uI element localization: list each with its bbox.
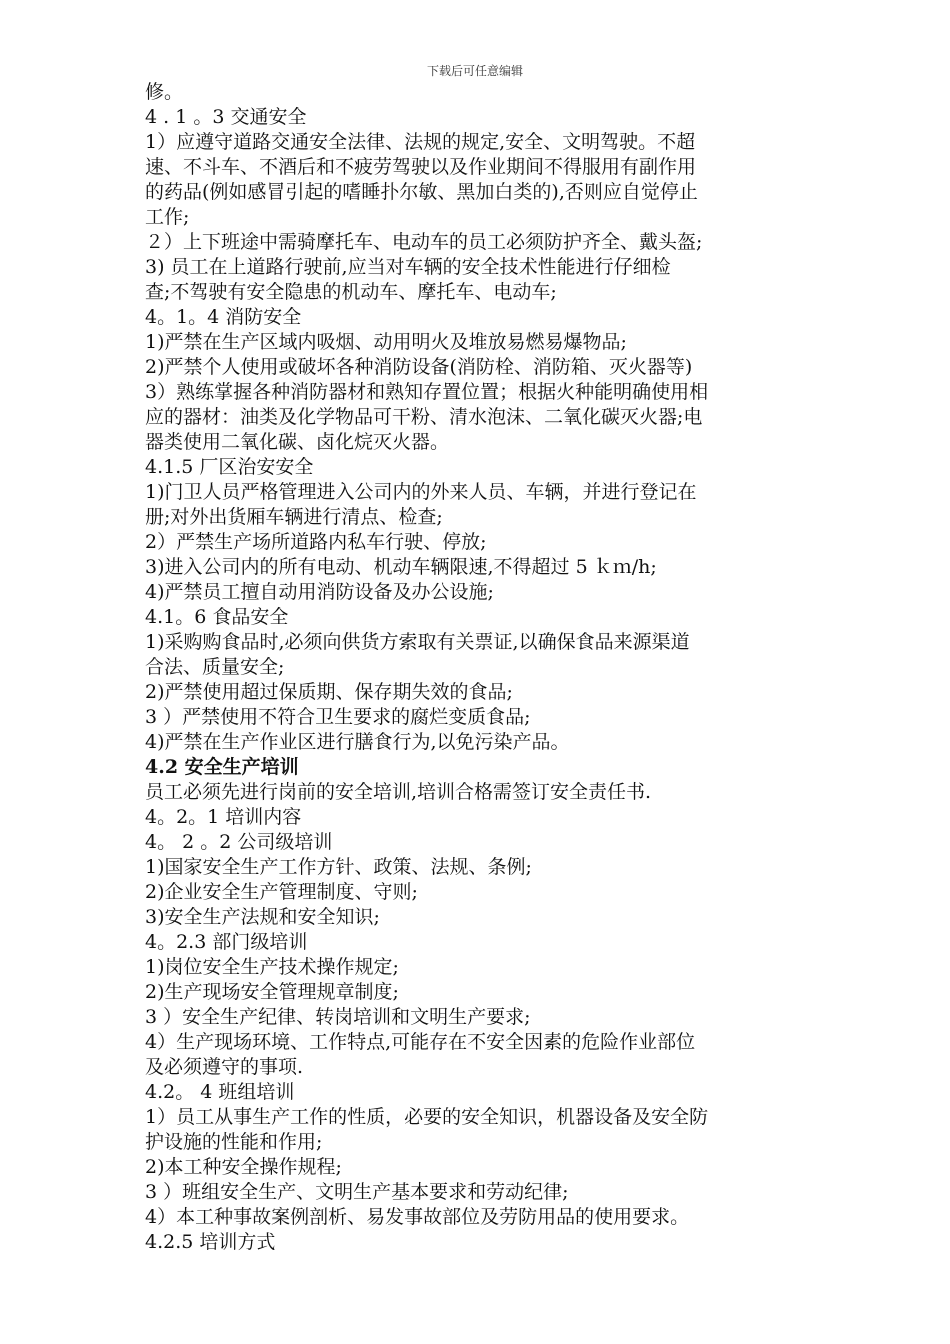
page-header: 下载后可任意编辑: [426, 64, 523, 78]
text-line: 2)严禁使用超过保质期、保存期失效的食品;: [145, 681, 513, 703]
text-line: 1)采购购食品时,必须向供货方索取有关票证,以确保食品来源渠道: [145, 631, 690, 653]
text-line: 4.1。6 食品安全: [145, 606, 289, 628]
text-line: 的药品(例如感冒引起的嗜睡扑尔敏、黑加白类的),否则应自觉停止: [145, 181, 698, 203]
text-line: 工作;: [145, 206, 190, 228]
text-line: 2）严禁生产场所道路内私车行驶、停放;: [145, 531, 487, 553]
text-line: 4.2.5 培训方式: [145, 1231, 276, 1253]
text-line: 4）本工种事故案例剖析、易发事故部位及劳防用品的使用要求。: [145, 1206, 690, 1228]
text-line: 2)严禁个人使用或破坏各种消防设备(消防栓、消防箱、灭火器等): [145, 356, 693, 378]
text-line: 3 ）安全生产纪律、转岗培训和文明生产要求;: [145, 1006, 531, 1028]
document-body: [145, 80, 810, 1255]
text-line: 4）生产现场环境、工作特点,可能存在不安全因素的危险作业部位: [145, 1031, 696, 1053]
text-line: 3)进入公司内的所有电动、机动车辆限速,不得超过 5 ｋｍ/h;: [145, 556, 657, 578]
text-line: 4)严禁在生产作业区进行膳食行为,以免污染产品。: [145, 731, 570, 753]
text-line: 1)国家安全生产工作方针、政策、法规、条例;: [145, 856, 532, 878]
text-line: 2)企业安全生产管理制度、守则;: [145, 881, 418, 903]
text-line: 4 . 1 。3 交通安全: [145, 106, 307, 128]
text-line: 3) 员工在上道路行驶前,应当对车辆的安全技术性能进行仔细检: [145, 256, 671, 278]
text-line: 4。2.3 部门级培训: [145, 931, 308, 953]
text-line: 合法、质量安全;: [145, 656, 285, 678]
text-line: 及必须遵守的事项.: [145, 1056, 304, 1078]
text-line: 4.1.5 厂区治安安全: [145, 456, 314, 478]
text-line: 4。 2 。2 公司级培训: [145, 831, 333, 853]
text-line: 4.2。 4 班组培训: [145, 1081, 295, 1103]
section-heading: 4.2 安全生产培训: [145, 756, 299, 778]
text-line: 1)岗位安全生产技术操作规定;: [145, 956, 399, 978]
text-line: 1)严禁在生产区域内吸烟、动用明火及堆放易燃易爆物品;: [145, 331, 627, 353]
text-line: 员工必须先进行岗前的安全培训,培训合格需签订安全责任书.: [145, 781, 652, 803]
text-line: 器类使用二氧化碳、卤化烷灭火器。: [145, 431, 450, 453]
text-line: 2)本工种安全操作规程;: [145, 1156, 342, 1178]
text-line: 册;对外出货厢车辆进行清点、检查;: [145, 506, 443, 528]
text-line: 1）应遵守道路交通安全法律、法规的规定,安全、文明驾驶。不超: [145, 131, 696, 153]
text-line: 1)门卫人员严格管理进入公司内的外来人员、车辆，并进行登记在: [145, 481, 697, 503]
text-line: 速、不斗车、不酒后和不疲劳驾驶以及作业期间不得服用有副作用: [145, 156, 697, 178]
text-line: 应的器材：油类及化学物品可干粉、清水泡沫、二氧化碳灭火器;电: [145, 406, 703, 428]
text-line: 3）熟练掌握各种消防器材和熟知存置位置；根据火种能明确使用相: [145, 381, 709, 403]
text-line: 1）员工从事生产工作的性质，必要的安全知识，机器设备及安全防: [145, 1106, 709, 1128]
text-line: 3 ）严禁使用不符合卫生要求的腐烂变质食品;: [145, 706, 531, 728]
text-line: 4。2。1 培训内容: [145, 806, 302, 828]
text-line: 护设施的性能和作用;: [145, 1131, 323, 1153]
text-line: 3)安全生产法规和安全知识;: [145, 906, 380, 928]
text-line: 4)严禁员工擅自动用消防设备及办公设施;: [145, 581, 494, 603]
text-line: 3 ）班组安全生产、文明生产基本要求和劳动纪律;: [145, 1181, 569, 1203]
text-line: 2)生产现场安全管理规章制度;: [145, 981, 399, 1003]
text-line: 查;不驾驶有安全隐患的机动车、摩托车、电动车;: [145, 281, 557, 303]
text-line: 4。1。4 消防安全: [145, 306, 302, 328]
text-line: 修。: [145, 81, 184, 103]
text-line: ２）上下班途中需骑摩托车、电动车的员工必须防护齐全、戴头盔;: [145, 231, 703, 253]
